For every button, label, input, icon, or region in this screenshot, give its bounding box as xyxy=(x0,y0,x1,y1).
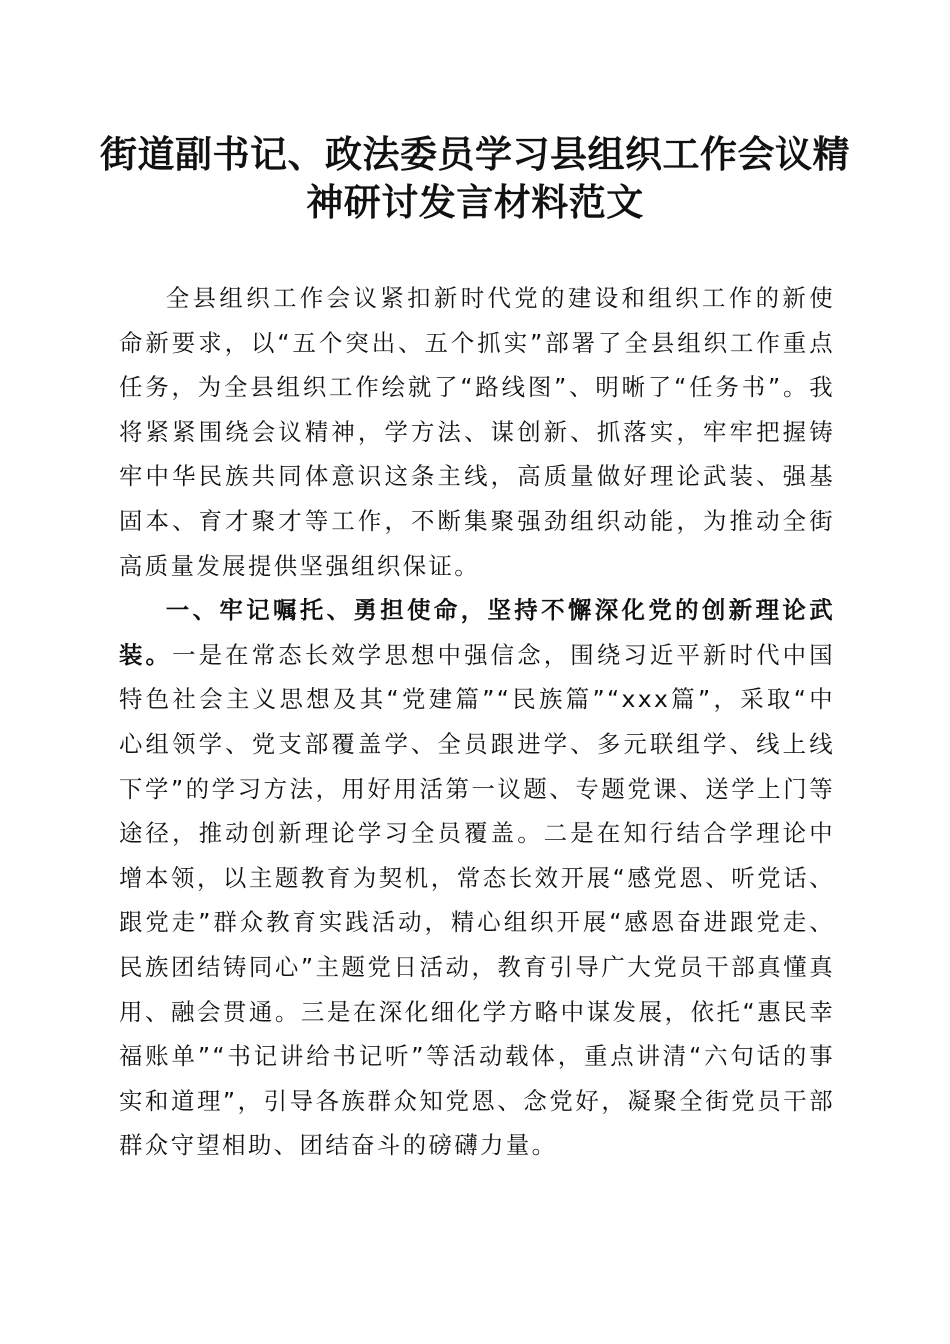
title-line-1: 街道副书记、政法委员学习县组织工作会议精 xyxy=(100,132,850,176)
document-body xyxy=(119,276,835,1168)
section-1-body: 一是在常态长效学思想中强信念，围绕习近平新时代中国特色社会主义思想及其“党建篇”“民族篇”“xxx篇”，采取“中心组领学、党支部覆盖学、全员跟进学、多元联组学、线上线下学”的学习方法，用好用活第一议题、专题党课、送学上门等途径，推动创新理论学习全员覆盖。二是在知行结合学理论中增本领，以主题教育为契机，常态长效开展“感党恩、听党话、跟党走”群众教育实践活动，精心组织开展“感恩奋进跟党走、民族团结铸同心”主题党日活动，教育引导广大党员干部真懂真用、融会贯通。三是在深化细化学方略中谋发展，依托“惠民幸福账单”“书记讲给书记听”等活动载体，重点讲清“六句话的事实和道理”，引导各族群众知党恩、念党好，凝聚全街党员干部群众守望相助、团结奋斗的磅礴力量。 xyxy=(119,640,835,1160)
intro-paragraph: 全县组织工作会议紧扣新时代党的建设和组织工作的新使命新要求，以“五个突出、五个抓实”部署了全县组织工作重点任务，为全县组织工作绘就了“路线图”、明晰了“任务书”。我将紧紧围绕会议精神，学方法、谋创新、抓落实，牢牢把握铸牢中华民族共同体意识这条主线，高质量做好理论武装、强基固本、育才聚才等工作，不断集聚强劲组织动能，为推动全街高质量发展提供坚强组织保证。 xyxy=(119,284,835,580)
section-1-heading: 一、牢记嘱托、勇担使命，坚持不懈深化党的创新理论武装。 xyxy=(119,596,835,669)
title-line-2: 神研讨发言材料范文 xyxy=(306,180,644,224)
document-title xyxy=(100,130,850,226)
section-1-paragraph xyxy=(119,588,835,1168)
